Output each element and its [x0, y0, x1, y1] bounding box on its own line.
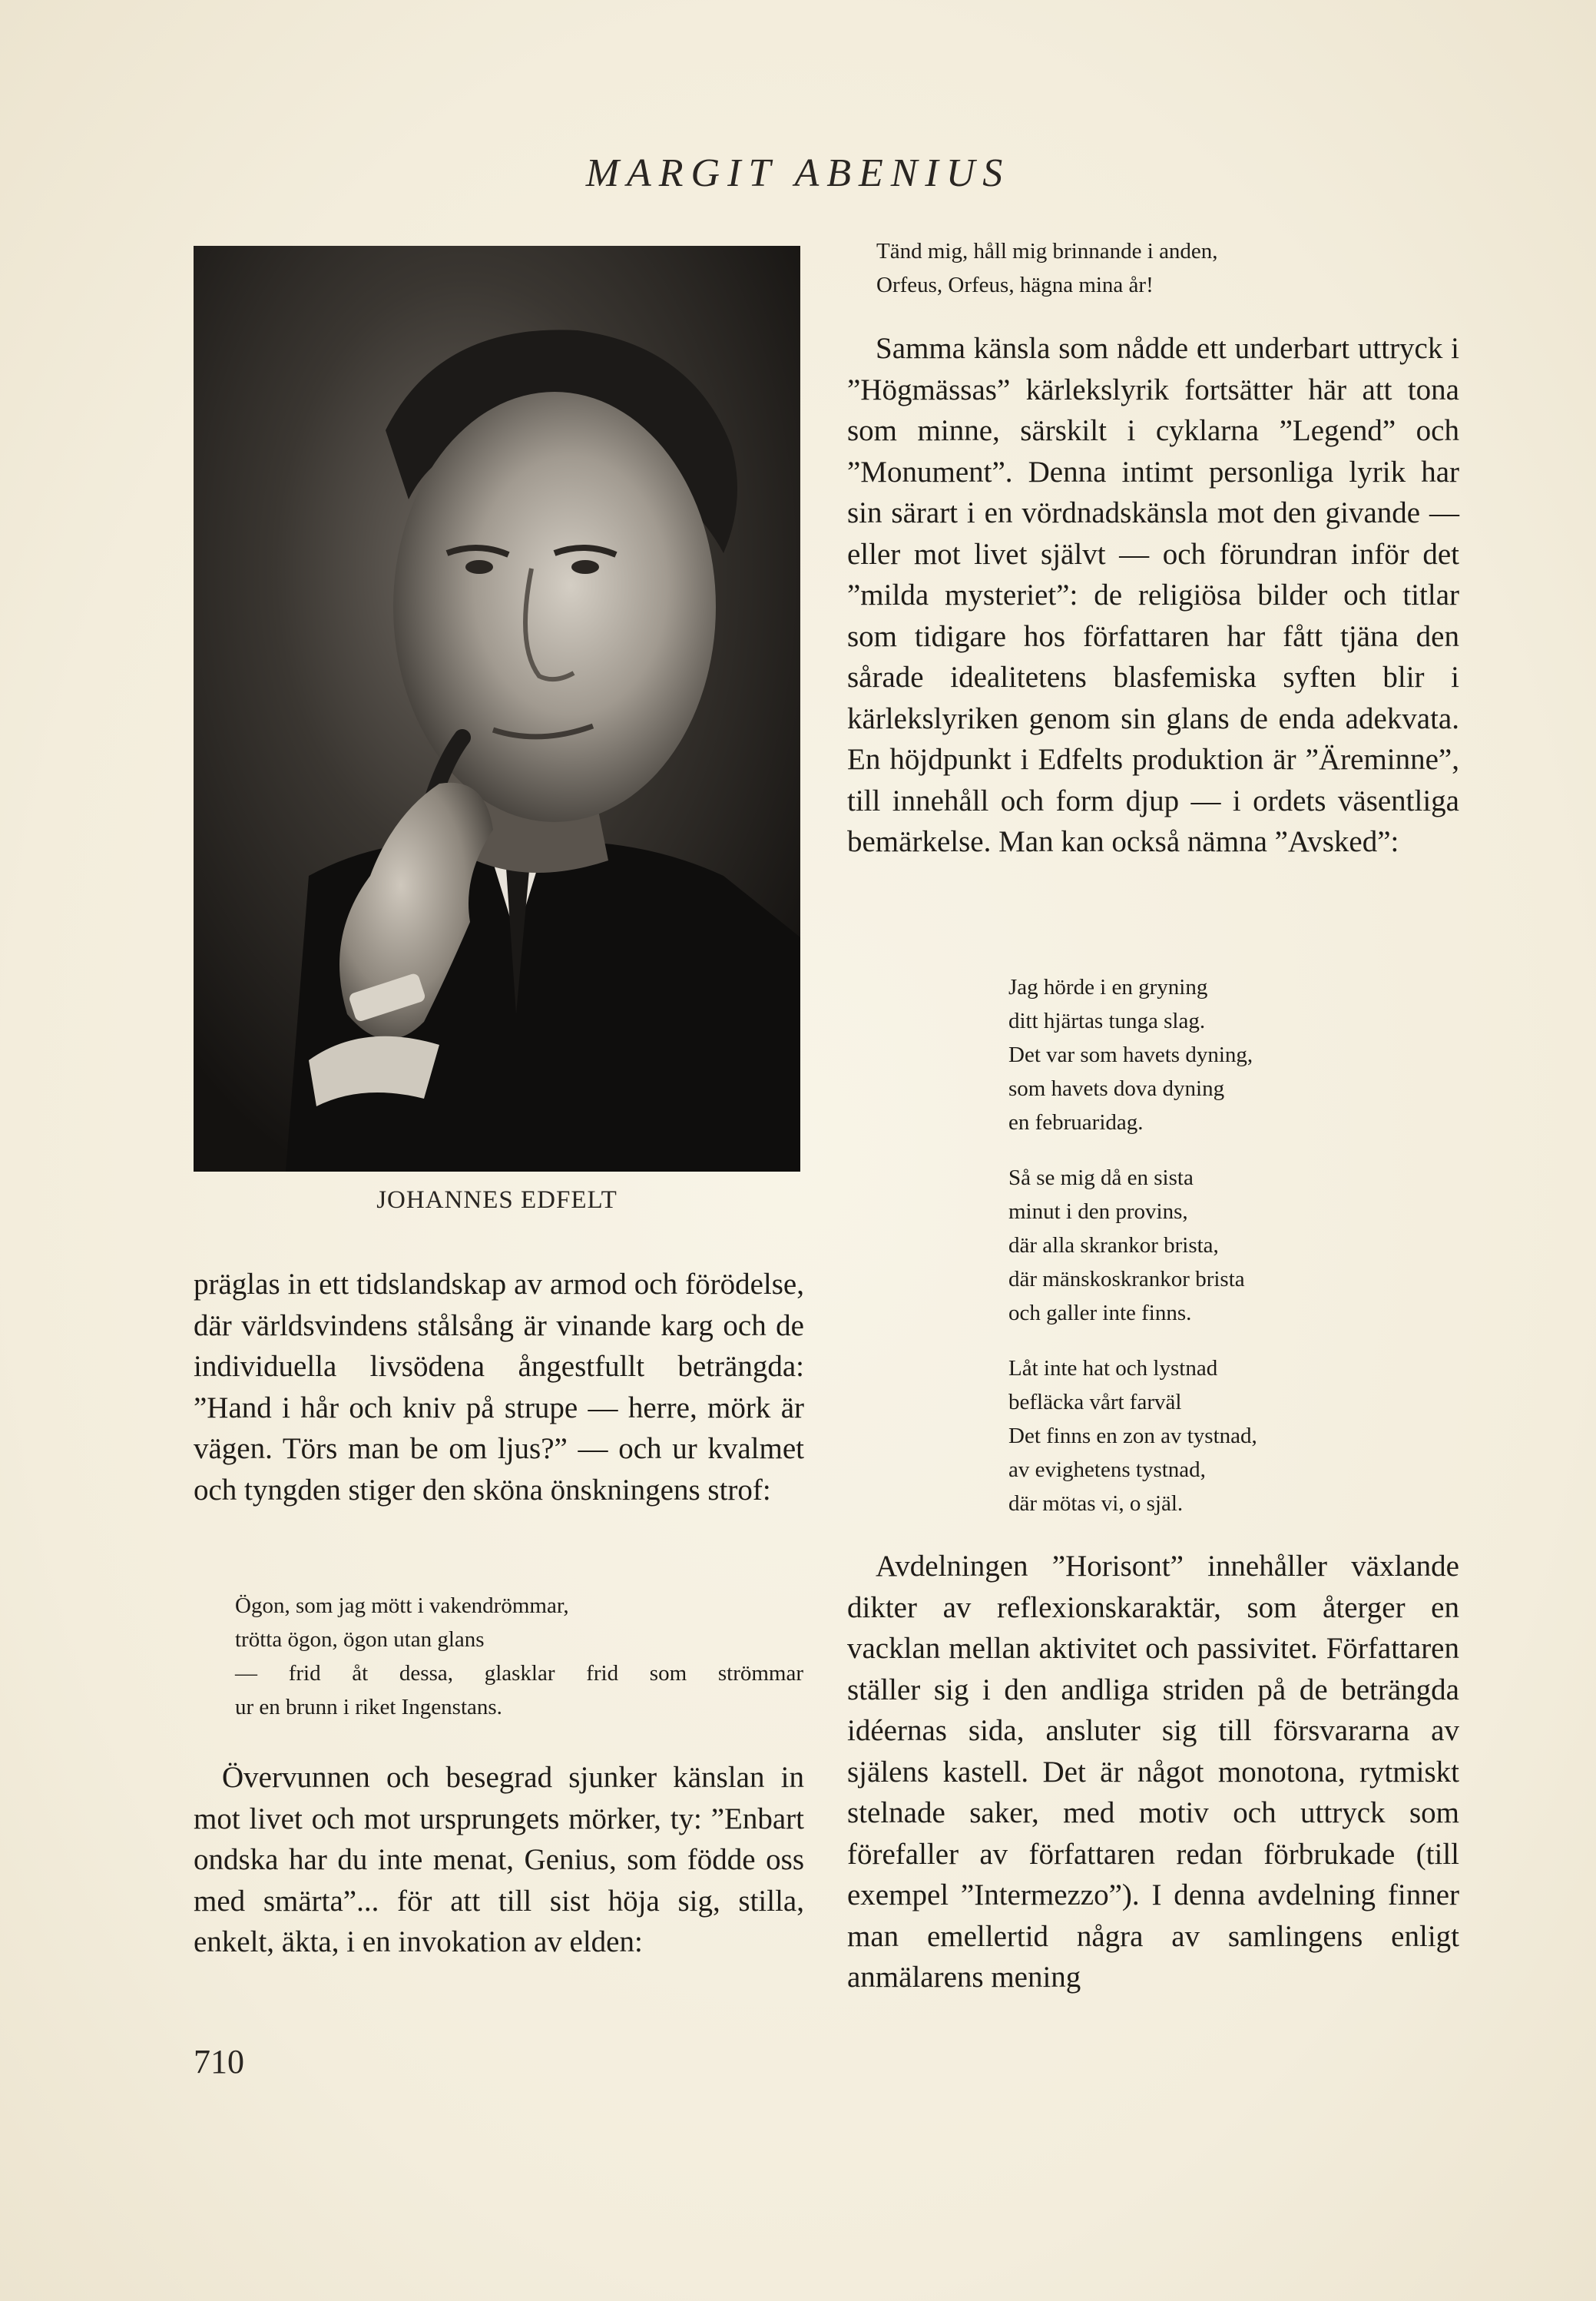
- page-number: 710: [194, 2043, 244, 2081]
- verse-line: Ögon, som jag mött i vakendrömmar,: [235, 1593, 569, 1618]
- left-paragraph-1: [194, 1264, 804, 1510]
- portrait-photo: [194, 246, 800, 1172]
- portrait-image: [194, 246, 800, 1172]
- verse-line: Tänd mig, håll mig brinnande i anden,: [876, 239, 1218, 264]
- stanza: [1008, 1161, 1257, 1330]
- verse-line: en februaridag.: [1008, 1110, 1144, 1135]
- paragraph-text: Övervunnen och besegrad sjunker känslan in mot livet och mot ursprungets mörker, ty: ”Enbart ondska har du inte menat, Genius, som födde oss med smärta”... för att till sist höja sig, stilla, enkelt, äkta, i en invokation av elden:: [194, 1761, 804, 1958]
- verse-line: som havets dova dyning: [1008, 1076, 1225, 1101]
- verse-line: befläcka vårt farväl: [1008, 1390, 1182, 1414]
- verse-line: av evighetens tystnad,: [1008, 1457, 1206, 1482]
- verse-line: Det var som havets dyning,: [1008, 1043, 1253, 1067]
- verse-line: Jag hörde i en gryning: [1008, 975, 1208, 1000]
- verse-line: — frid åt dessa, glasklar frid som strömmar: [235, 1661, 803, 1686]
- verse-line: Så se mig då en sista: [1008, 1165, 1194, 1190]
- verse-line: trötta ögon, ögon utan glans: [235, 1627, 485, 1652]
- stanza: [1008, 1351, 1257, 1520]
- verse-line: där mänskoskrankor brista: [1008, 1267, 1245, 1291]
- verse-line: ditt hjärtas tunga slag.: [1008, 1009, 1206, 1033]
- running-title: MARGIT ABENIUS: [585, 151, 1011, 195]
- verse-line: där alla skrankor brista,: [1008, 1233, 1219, 1258]
- paragraph-text: präglas in ett tidslandskap av armod och förödelse, där världsvindens stålsång är vinande karg och de individuella livsödena ångestfullt beträngda: ”Hand i hår och kniv på strupe — herre, mörk är vägen. Törs man be om ljus?” — och ur kvalmet och tyngden stiger den sköna önskningens strof:: [194, 1268, 804, 1507]
- verse-line: Det finns en zon av tystnad,: [1008, 1424, 1257, 1448]
- verse-avsked: [1008, 970, 1257, 1520]
- paragraph-text: Samma känsla som nådde ett underbart uttryck i ”Högmässas” kärlekslyrik fortsätter här att tona som minne, särskilt i cyklarna ”Legend” och ”Monument”. Denna intimt personliga lyrik har sin särart i en vördnadskänsla mot den givande — eller mot livet självt — och förundran inför det ”milda mysteriet”: de religiösa bilder och titlar som tidigare hos författaren har fått tjäna den sårade idealitetens blasfemiska syften blir i kärlekslyriken genom sin glans de enda adekvata. En höjdpunkt i Edfelts produktion är ”Äreminne”, till innehåll och form djup — i ordets väsentliga bemärkelse. Man kan också nämna ”Avsked”:: [847, 332, 1459, 858]
- verse-ogon: [235, 1589, 803, 1724]
- verse-line: och galler inte finns.: [1008, 1301, 1192, 1325]
- paragraph-text: Avdelningen ”Horisont” innehåller växlande dikter av reflexionskaraktär, som återger en vacklan mellan aktivitet och passivitet. Författaren ställer sig i den andliga striden på de beträngda idéernas sida, ansluter sig till försvararna av själens kastell. Det är något monotona, rytmiskt stelnade saker, med motiv och uttryck som förefaller av författaren redan förbrukade (till exempel ”Intermezzo”). I denna avdelning finner man emellertid några av samlingens enligt anmälarens mening: [847, 1550, 1459, 1994]
- verse-line: Låt inte hat och lystnad: [1008, 1356, 1218, 1381]
- left-paragraph-2: [194, 1757, 804, 1963]
- verse-line: Orfeus, Orfeus, hägna mina år!: [876, 273, 1154, 297]
- stanza: [1008, 970, 1257, 1139]
- verse-line: minut i den provins,: [1008, 1199, 1188, 1224]
- verse-invocation: [876, 234, 1218, 302]
- right-paragraph-2: [847, 1546, 1459, 1998]
- verse-line: ur en brunn i riket Ingenstans.: [235, 1695, 502, 1719]
- right-paragraph-1: [847, 328, 1459, 863]
- photo-caption: JOHANNES EDFELT: [376, 1186, 618, 1214]
- verse-line: där mötas vi, o själ.: [1008, 1491, 1184, 1516]
